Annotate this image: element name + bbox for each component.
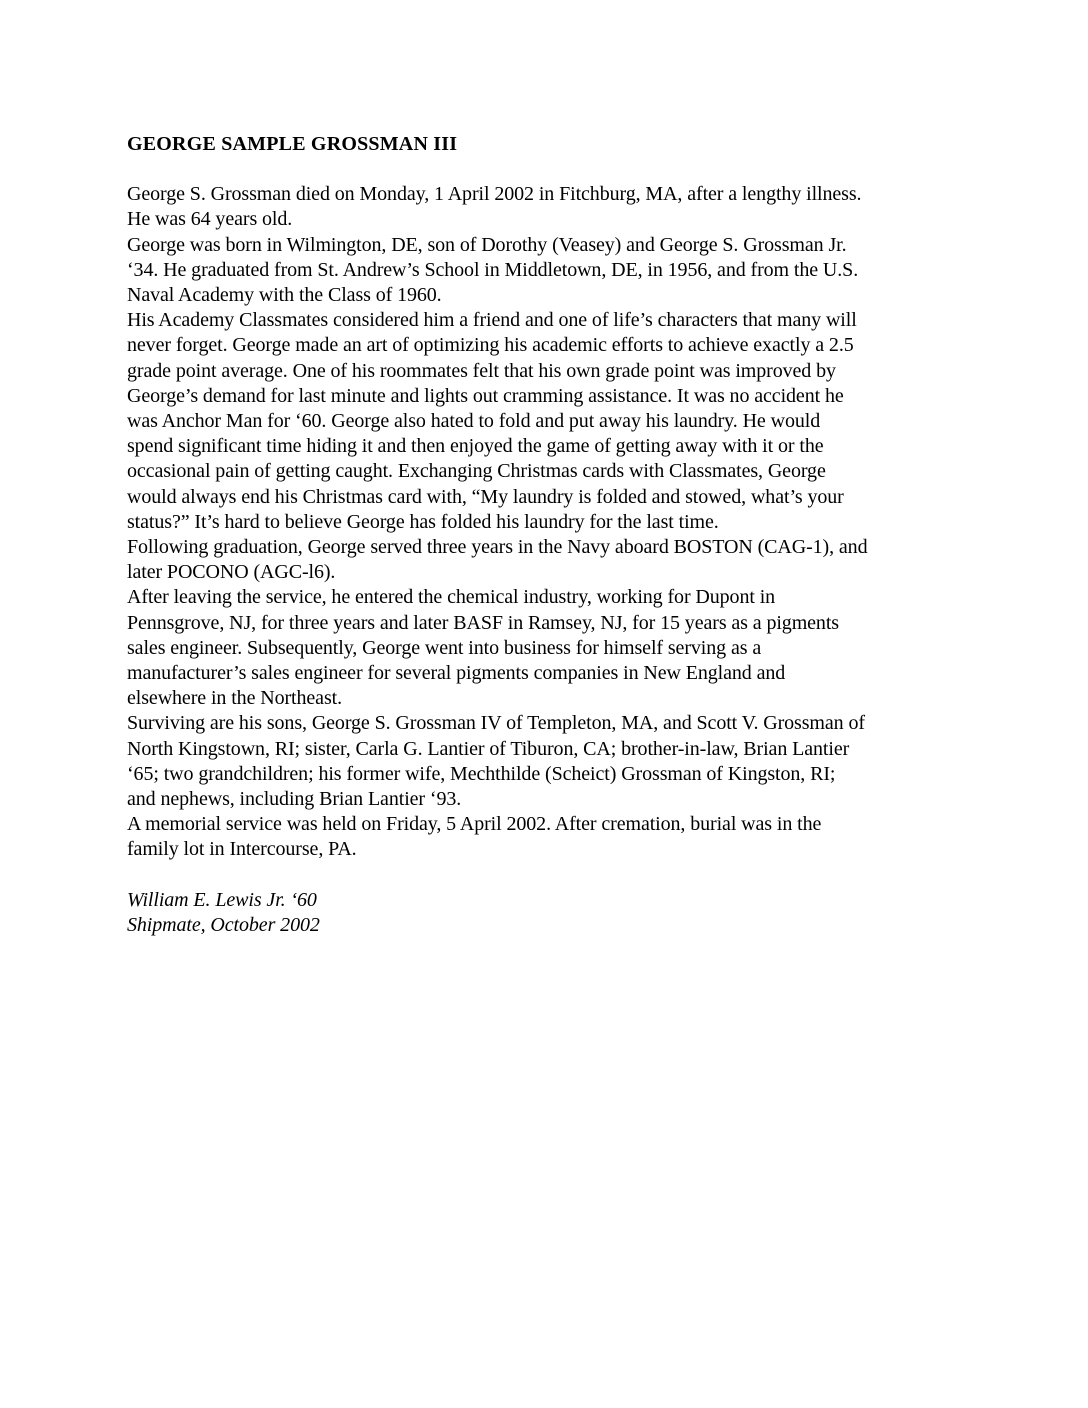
text-line: and nephews, including Brian Lantier ‘93. — [127, 788, 462, 811]
text-line: Following graduation, George served three years in the Navy aboard BOSTON (CAG-1), and — [127, 536, 868, 559]
document-content — [127, 132, 972, 938]
text-line: George S. Grossman died on Monday, 1 April 2002 in Fitchburg, MA, after a lengthy illness. — [127, 183, 862, 206]
text-line: occasional pain of getting caught. Exchanging Christmas cards with Classmates, George — [127, 460, 826, 483]
text-line: would always end his Christmas card with, “My laundry is folded and stowed, what’s your — [127, 485, 844, 508]
document-body — [127, 182, 972, 862]
text-line: family lot in Intercourse, PA. — [127, 838, 357, 861]
text-line: sales engineer. Subsequently, George went into business for himself serving as a — [127, 636, 762, 659]
text-line: Shipmate, October 2002 — [127, 913, 320, 936]
text-line: elsewhere in the Northeast. — [127, 687, 342, 710]
document-title: GEORGE SAMPLE GROSSMAN III — [127, 133, 458, 155]
text-line: A memorial service was held on Friday, 5 April 2002. After cremation, burial was in the — [127, 813, 822, 836]
signature-block — [127, 888, 972, 938]
text-line: George was born in Wilmington, DE, son of Dorothy (Veasey) and George S. Grossman Jr. — [127, 233, 847, 256]
text-line: spend significant time hiding it and then enjoyed the game of getting away with it or the — [127, 435, 824, 458]
text-line: William E. Lewis Jr. ‘60 — [127, 888, 317, 911]
text-line: North Kingstown, RI; sister, Carla G. Lantier of Tiburon, CA; brother-in-law, Brian Lantier — [127, 737, 850, 760]
text-line: George’s demand for last minute and lights out cramming assistance. It was no accident he — [127, 384, 844, 407]
text-line: never forget. George made an art of optimizing his academic efforts to achieve exactly a 2.5 — [127, 334, 854, 357]
text-line: ‘65; two grandchildren; his former wife, Mechthilde (Scheict) Grossman of Kingston, RI; — [127, 762, 836, 785]
text-line: ‘34. He graduated from St. Andrew’s School in Middletown, DE, in 1956, and from the U.S. — [127, 258, 859, 281]
text-line: After leaving the service, he entered the chemical industry, working for Dupont in — [127, 586, 776, 609]
text-line: status?” It’s hard to believe George has folded his laundry for the last time. — [127, 510, 719, 533]
text-line: Pennsgrove, NJ, for three years and later BASF in Ramsey, NJ, for 15 years as a pigments — [127, 611, 839, 634]
text-line: manufacturer’s sales engineer for several pigments companies in New England and — [127, 662, 786, 685]
text-line: later POCONO (AGC-l6). — [127, 561, 336, 584]
text-line: Naval Academy with the Class of 1960. — [127, 284, 442, 307]
text-line: Surviving are his sons, George S. Grossman IV of Templeton, MA, and Scott V. Grossman of — [127, 712, 865, 735]
text-line: His Academy Classmates considered him a friend and one of life’s characters that many will — [127, 309, 857, 332]
text-line: grade point average. One of his roommates felt that his own grade point was improved by — [127, 359, 836, 382]
text-line: He was 64 years old. — [127, 208, 293, 231]
text-line: was Anchor Man for ‘60. George also hated to fold and put away his laundry. He would — [127, 410, 821, 433]
